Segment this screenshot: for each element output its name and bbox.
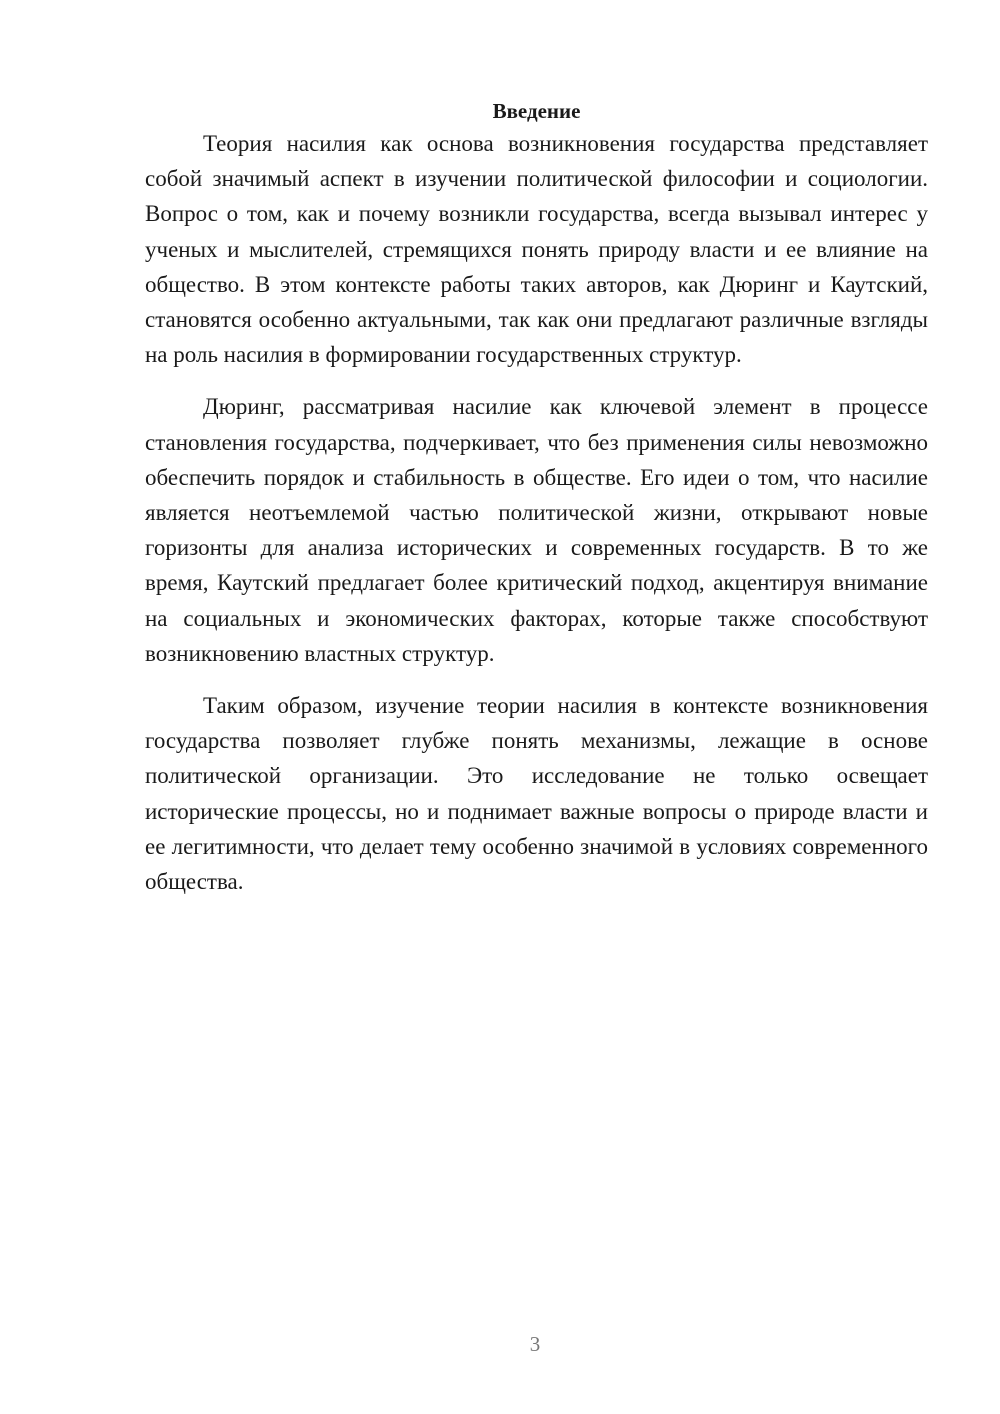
section-heading: Введение [492, 99, 581, 123]
page-number: 3 [529, 1332, 541, 1356]
paragraph-2: Дюринг, рассматривая насилие как ключевой элемент в процессе становления государства, подчеркивает, что без применения силы невозможно обеспечить порядок и стабильность в обществе. Его идеи о том, что насилие является неотъемлемой частью политической жизни, открывают новые горизонты для анализа исторических и современных государств. В то же время, Каутский предлагает более критический подход, акцентируя внимание на социальных и экономических факторах, которые также способствуют возникновению властных структур. [145, 394, 928, 666]
paragraph-1: Теория насилия как основа возникновения государства представляет собой значимый аспект в изучении политической философии и социологии. Вопрос о том, как и почему возникли государства, всегда вызывал интерес у ученых и мыслителей, стремящихся понять природу власти и ее влияние на общество. В этом контексте работы таких авторов, как Дюринг и Каутский, становятся особенно актуальными, так как они предлагают различные взгляды на роль насилия в формировании государственных структур. [145, 131, 928, 368]
paragraph-3: Таким образом, изучение теории насилия в контексте возникновения государства позволяет глубже понять механизмы, лежащие в основе политической организации. Это исследование не только освещает исторические процессы, но и поднимает важные вопросы о природе власти и ее легитимности, что делает тему особенно значимой в условиях современного общества. [145, 693, 928, 895]
page-content [145, 96, 928, 899]
